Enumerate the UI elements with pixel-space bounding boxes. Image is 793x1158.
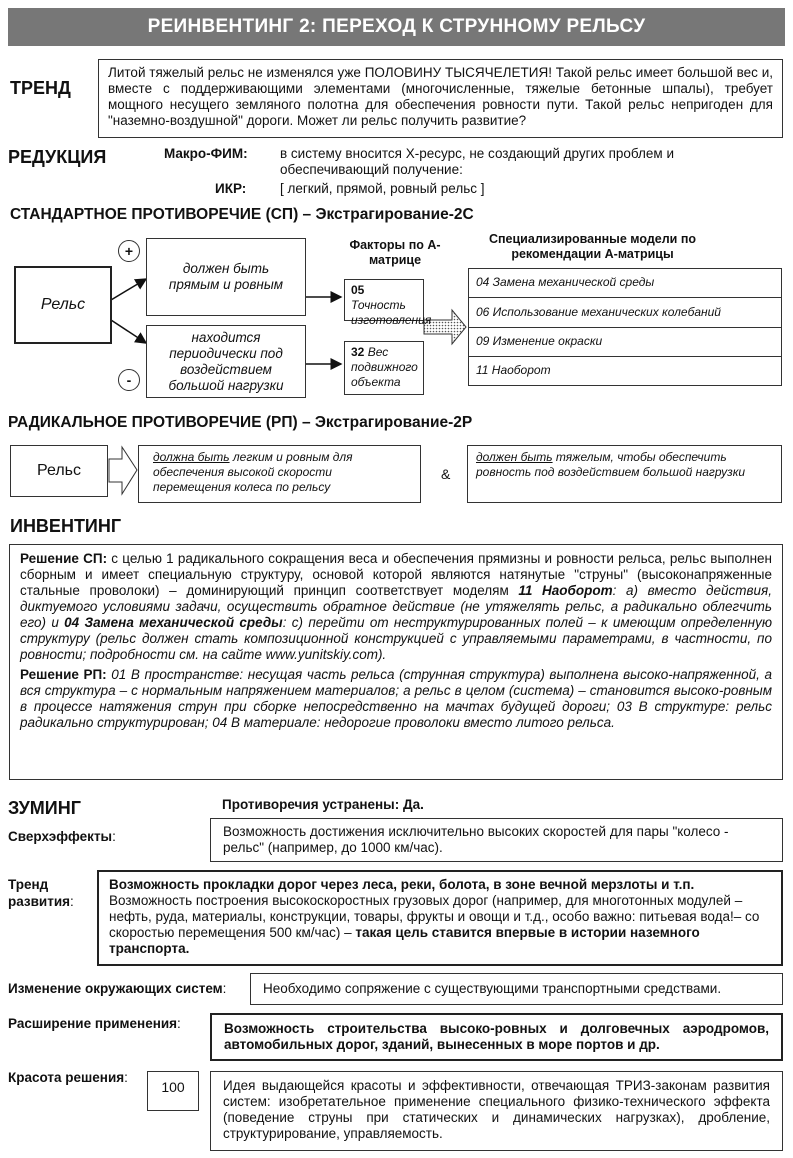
sp-solution-text-2: : а) вместо действия, диктуемого условиями задачи, осуществить обратное действие (не утяжелять рельс, а радикально облегчить его) и [20,583,772,630]
extension-box [210,1013,783,1061]
rp-right-underlined: должен быть [476,450,553,464]
rp-object-box [10,445,108,497]
trend-dev-label: Тренд развития: [8,877,74,909]
page-title: РЕИНВЕНТИНГ 2: ПЕРЕХОД К СТРУННОМУ РЕЛЬСУ [8,8,785,46]
model-item: 06 Использование механических колебаний [469,298,781,328]
rp-right-text: тяжелым, чтобы обеспечить ровность под воздействием большой нагрузки [476,450,746,479]
beauty-score: 100 [161,1079,185,1095]
env-change-box [250,973,783,1005]
arrow-to-minus [111,320,146,343]
trend-dev-box [97,870,783,966]
rp-left-text: легким и ровным для обеспечения высокой скорости перемещения колеса по рельсу [153,450,353,494]
superfx-box [210,818,783,862]
factor-1-number: 05 [351,283,365,297]
minus-circle [118,369,140,391]
sp-object-label: Рельс [40,296,86,313]
trend-text: Литой тяжелый рельс не изменялся уже ПОЛОВИНУ ТЫСЯЧЕЛЕТИЯ! Такой рельс имеет большой вес и, вместе с поддерживающими элементами (многочисленные, тяжелые бетонные шпалы), требует мощного несущего земляного полотна для обеспечения ровности пути. Такой рельс непригоден для "наземно-воздушной" дороги. Может ли рельс получить развитие? [108,65,773,128]
rp-solution [20,667,772,731]
extension-text: Возможность строительства высоко-ровных и долговечных аэродромов, автомобильных дорог, зданий, вынесенных в море портов и др. [224,1021,769,1052]
minus-requirement-text: находится периодически под воздействием большой нагрузки [168,329,284,393]
rp-solution-label: Решение РП: [20,667,107,682]
sp-heading: СТАНДАРТНОЕ ПРОТИВОРЕЧИЕ (СП) – Экстрагирование-2С [10,206,474,223]
superfx-label: Сверхэффекты: [8,829,116,844]
arrow-to-plus [111,279,146,300]
superfx-text: Возможность достижения исключительно высоких скоростей для пары "колесо - рельс" (например, до 1000 км/час). [223,824,729,855]
env-change-text: Необходимо сопряжение с существующими транспортными средствами. [263,981,722,996]
sp-solution-text-3: : с) перейти от неструктурированных полей – к имеющим определенную структуру (рельс должен стать композиционной конструкцией с управляемыми параметрами, в частности, по ровности; подробности см. на сайте www.yunitskiy.com). [20,615,773,662]
reduction-heading: РЕДУКЦИЯ [8,147,107,167]
inventing-heading: ИНВЕНТИНГ [10,516,122,536]
beauty-score-box [147,1071,199,1111]
env-change-label: Изменение окружающих систем: [8,981,227,996]
inventing-box [9,544,783,780]
rp-object-label: Рельс [36,462,81,479]
factor-2-number: 32 [351,345,365,359]
factor-2-text: Вес подвижного объекта [351,345,418,389]
model-item: 11 Наоборот [476,363,551,377]
plus-requirement-text: должен быть прямым и ровным [168,261,284,292]
contradictions-resolved: Противоречия устранены: Да. [222,797,424,812]
macro-fim-label: Макро-ФИМ: [164,146,248,161]
factors-title: Факторы по А-матрице [349,238,441,267]
sp-solution-label: Решение СП: [20,551,108,566]
factor-box-1 [344,279,432,327]
model-item: 09 Изменение окраски [469,328,781,357]
rp-block-arrow [109,447,137,494]
models-list [468,268,782,386]
plus-circle [118,240,140,262]
zooming-heading: ЗУМИНГ [8,798,81,818]
plus-sign: + [124,243,134,259]
beauty-label: Красота решения: [8,1070,128,1085]
rp-heading: РАДИКАЛЬНОЕ ПРОТИВОРЕЧИЕ (РП) – Экстрагирование-2Р [8,414,473,431]
ikr-text: [ легкий, прямой, ровный рельс ] [280,181,485,196]
sp-solution [20,551,772,663]
models-title: Специализированные модели по рекомендации А-матрицы [488,232,697,261]
beauty-text: Идея выдающейся красоты и эффективности, отвечающая ТРИЗ-законам развития систем: изобретательное применение специального физико-технического эффекта (поведение струны при статических и динамических нагрузках), дробление, структурирование, управляемость. [223,1078,770,1141]
trend-dev-text: Возможность построения высокоскоростных грузовых дорог (например, для многотонных модулей – нефть, руда, материалы, конструкции, товары, фрукты и овощи и т.д., особо важно: питьевая вода!– со скоростью перемещения 500 км/час) – [109,893,760,940]
trend-dev-bold-2: такая цель ставится впервые в истории наземного транспорта. [109,925,700,956]
rp-ampersand: & [441,466,451,482]
rp-right-box [467,445,782,503]
plus-requirement-box [146,238,306,316]
beauty-box [210,1071,783,1151]
rp-left-box [138,445,421,503]
factor-1-text: Точность изготовления [351,298,432,327]
rp-solution-text: 01 В пространстве: несущая часть рельса (струнная структура) выполнена высоко-напряженной, а вся структура – с нормальным напряжением материалов; а рельс в целом (система) – становится высоко-ровным в процессе натяжения струн при сборке непосредственно на мачтах будущей дороги; 03 В структуре: рельс радикально структурирован; 04 В материале: недорогие проволоки вместо литого рельса. [20,667,772,730]
ikr-label: ИКР: [215,181,247,196]
minus-sign: - [126,372,132,388]
sp-solution-text-1: с целью 1 радикального сокращения веса и обеспечения прямизны и ровности рельса, рельс выполнен сборным и имеет специальную структуру, основой которой являются натянутые "струны" (высоконапряженные стальные проволоки) – доминирующий принцип соответствует моделям [20,551,772,598]
trend-dev-bold: Возможность прокладки дорог через леса, реки, болота, в зоне вечной мерзлоты и т.п. [109,877,695,892]
rp-left-underlined: должна быть [153,450,230,464]
sp-solution-model-1: 11 Наоборот [518,583,613,598]
factor-box-2 [344,341,424,395]
model-item: 04 Замена механической среды [469,269,781,298]
trend-heading: ТРЕНД [10,78,71,98]
sp-solution-model-2: 04 Замена механической среды [64,615,283,630]
extension-label: Расширение применения: [8,1016,181,1031]
sp-object-box [14,266,112,344]
minus-requirement-box [146,325,306,398]
macro-fim-text: в систему вносится Х-ресурс, не создающий других проблем и обеспечивающий получение: [280,146,675,177]
